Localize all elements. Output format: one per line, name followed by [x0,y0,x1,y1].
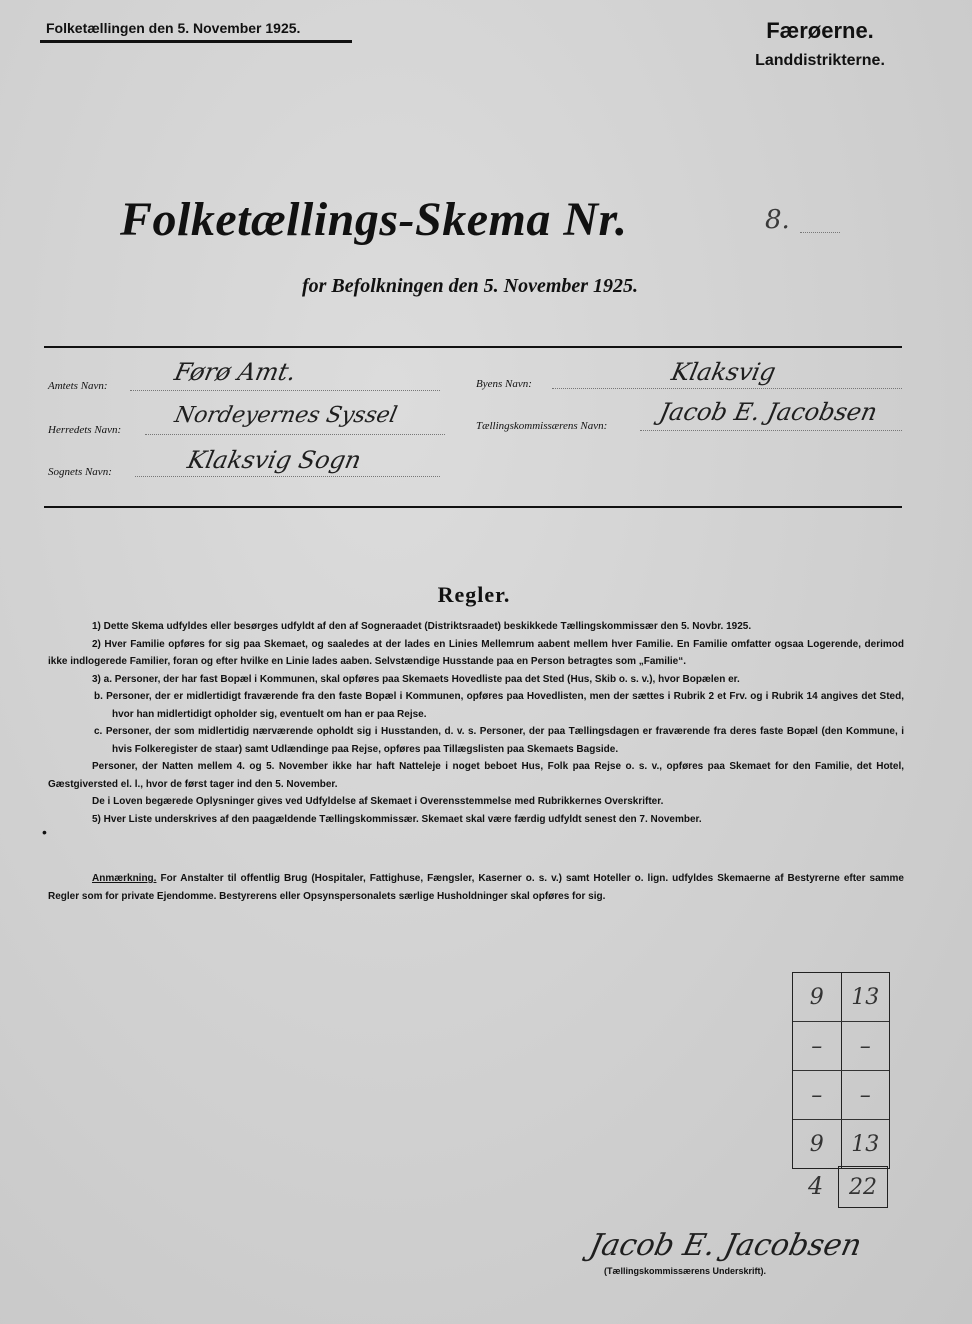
bottom-rule [44,506,902,508]
tally-table [792,972,890,1169]
sogn-line [135,476,440,477]
tally-cell: – [859,1082,871,1108]
signature-caption: (Tællingskommissærens Underskrift). [604,1266,767,1276]
herred-value: Nordeyernes Syssel [172,403,400,428]
kommissaer-value: Jacob E. Jacobsen [657,398,880,426]
amt-line [130,390,440,391]
margin-mark: • [42,824,47,840]
herred-line [145,434,445,435]
rule-1: 1) Dette Skema udfyldes eller besørges udfyldt af den af Sogneraadet (Distriktsraadet) beskikkede Tællingskommissær den 5. Novbr. 1925. [92,621,752,632]
note-text: For Anstalter til offentlig Brug (Hospitaler, Fattighuse, Fængsler, Kaserner o. s. v.) samt Hoteller o. lign. udfyldes Skemaerne af Bestyrerne efter samme Regler som for private Ejendomme. Bestyrerens eller Opsynspersonalets særlige Husholdninger skal opføres for sig. [48,873,904,902]
tally-total: 22 [838,1166,888,1208]
tally-cell: 13 [851,984,880,1010]
rule-3b: b. Personer, der er midlertidigt fraværende fra den faste Bopæl i Kommunen, opføres paa Hovedlisten, men der sættes i Rubrik 2 et Frv. og i Rubrik 14 angives det Sted, hvor han midlertidigt opholder sig, eventuelt om han er paa Rejse. [94,691,904,720]
kommissaer-line [640,430,902,431]
rule-2: 2) Hver Familie opføres for sig paa Skemaet, og saaledes at der lades en Linies Mellemrum aabent mellem hver Familie. En Familie omfatter ogsaa Logerende, derimod ikke indlogerede Familier, foran og efter hvilke en Linie lades aaben. Selvstændige Husstande paa en Person betragtes som „Familie“. [48,638,904,667]
tally-cell: 9 [793,1120,842,1168]
rule-5: 5) Hver Liste underskrives af den paagældende Tællingskommissær. Skemaet skal være færdig udfyldt senest den 7. November. [92,813,702,825]
rule-3a: 3) a. Personer, der har fast Bopæl i Kommunen, skal opføres paa Skemaets Hovedliste paa det Sted (Hus, Skib o. s. v.), hvor Bopælen er. [92,673,740,685]
rule-3c: c. Personer, der som midlertidig nærværende opholdt sig i Husstanden, d. v. s. Personer, der paa Tællingsdagen er fraværende fra deres faste Bopæl (den Kommune, i hvis Folkeregister de staar) samt Udlændinge paa Rejse, opføres paa Tillægslisten paa Skemaets Bagside. [94,726,904,755]
header-underline [40,40,352,43]
rule-4: De i Loven begærede Oplysninger gives ved Udfyldelse af Skemaet i Overensstemmelse med Rubrikkernes Overskrifter. [92,796,664,807]
amt-value: Førø Amt. [172,358,299,386]
sogn-label: Sognets Navn: [48,466,112,478]
tally-cell: 13 [851,1131,880,1157]
herred-label: Herredets Navn: [48,424,122,436]
rules-title: Regler. [437,582,511,607]
form-title: Folketællings-Skema Nr. [120,193,628,246]
tally-cell: – [793,1071,842,1119]
tally-cell: 9 [793,973,842,1021]
top-rule [44,346,902,348]
region-subtitle: Landdistrikterne. [755,52,885,69]
by-line [552,388,902,389]
tally-row [793,1070,889,1119]
rule-3d: Personer, der Natten mellem 4. og 5. November ikke har haft Natteleje i noget beboet Hus, Folk paa Rejse o. s. v., opføres paa Skemaet for den Familie, det Hotel, Gæstgiversted el. l., hvor de først tager ind den 5. November. [48,761,904,790]
by-value: Klaksvig [669,358,779,386]
tally-row [793,973,889,1021]
census-header: Folketællingen den 5. November 1925. [46,20,301,36]
form-subtitle: for Befolkningen den 5. November 1925. [301,275,639,297]
sogn-value: Klaksvig Sogn [185,446,364,474]
kommissaer-label: Tællingskommissærens Navn: [476,420,608,432]
tally-cell: – [793,1022,842,1070]
region-title: Færøerne. [766,18,874,43]
rules-text [48,618,904,828]
note [48,870,904,906]
by-label: Byens Navn: [476,378,532,390]
tally-left-total: 4 [808,1172,824,1200]
tally-row [793,1119,889,1168]
tally-cell: – [859,1033,871,1059]
tally-row [793,1021,889,1070]
form-number: 8. [765,205,790,235]
note-label: Anmærkning. [92,873,157,884]
form-number-line [800,232,840,233]
amt-label: Amtets Navn: [48,380,108,392]
signature: Jacob E. Jacobsen [586,1228,865,1263]
